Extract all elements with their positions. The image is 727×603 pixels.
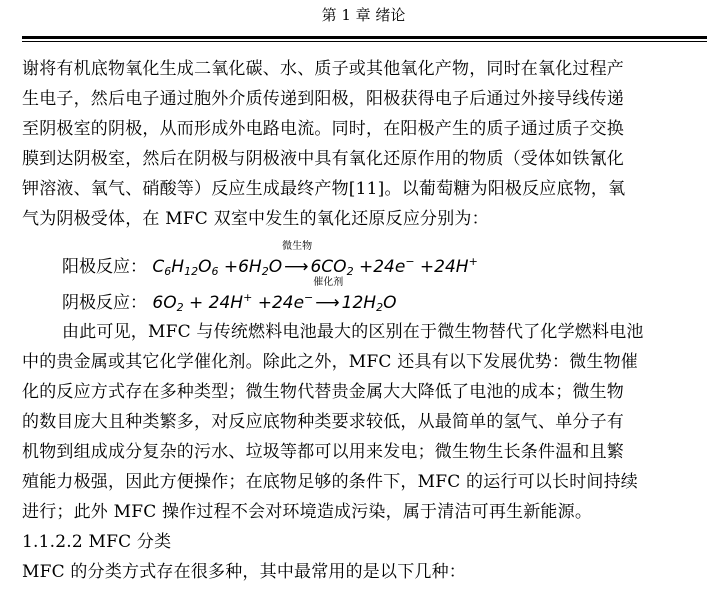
text-line: 中的贵金属或其它化学催化剂。除此之外，MFC 还具有以下发展优势：微生物催 xyxy=(22,352,639,372)
text-line: 化的反应方式存在多种类型；微生物代替贵金属大大降低了电池的成本；微生物 xyxy=(22,382,624,402)
anode-formula: $C_6H_{12}O_6 +6H_2O$ 微生物 ⟶ $6CO_2 +24e^- +24H^+$ xyxy=(152,257,477,277)
text-line: 机物到组成成分复杂的污水、垃圾等都可以用来发电；微生物生长条件温和且繁 xyxy=(22,442,624,462)
text-line: 由此可见，MFC 与传统燃料电池最大的区别在于微生物替代了化学燃料电池 xyxy=(62,322,644,342)
text-line: 殖能力极强，因此方便操作；在底物足够的条件下，MFC 的运行可以长时间持续 xyxy=(22,472,639,492)
chapter-title: 第 1 章 绪论 xyxy=(321,6,406,24)
reaction-arrow: 微生物 ⟶ xyxy=(282,241,313,277)
text-line: 至阴极室的阴极，从而形成外电路电流。同时，在阳极产生的质子通过质子交换 xyxy=(22,119,624,139)
header-rule-thin xyxy=(22,41,707,42)
section-heading: 1.1.2.2 MFC 分类 xyxy=(22,532,172,552)
anode-equation xyxy=(62,241,478,278)
text-line: 气为阴极受体，在 MFC 双室中发生的氧化还原反应分别为： xyxy=(22,209,489,229)
arrow-label-microbe: 微生物 xyxy=(282,241,313,252)
text-line: 进行；此外 MFC 操作过程不会对环境造成污染，属于清洁可再生新能源。 xyxy=(22,502,593,522)
reaction-arrow: 催化剂 ⟶ xyxy=(313,277,344,313)
arrow-label-catalyst: 催化剂 xyxy=(313,277,344,288)
text-line: 钾溶液、氧气、硝酸等）反应生成最终产物[11]。以葡萄糖为阳极反应底物，氧 xyxy=(22,179,626,199)
text-line: 膜到达阴极室，然后在阴极与阴极液中具有氧化还原作用的物质（受体如铁氰化 xyxy=(22,149,624,169)
cathode-label: 阴极反应： xyxy=(62,293,147,313)
header-rule-thick xyxy=(22,36,707,39)
text-line: 的数目庞大且种类繁多，对反应底物种类要求较低，从最简单的氢气、单分子有 xyxy=(22,412,624,432)
page-header xyxy=(0,0,727,34)
cathode-formula: $6O_2 + 24H^+ +24e^-$ 催化剂 ⟶ $12H_2O$ xyxy=(152,293,396,313)
cathode-equation xyxy=(62,277,397,314)
anode-label: 阳极反应： xyxy=(62,257,147,277)
text-line: MFC 的分类方式存在很多种，其中最常用的是以下几种： xyxy=(22,562,467,582)
text-line: 生电子，然后电子通过胞外介质传递到阳极，阳极获得电子后通过外接导线传递 xyxy=(22,89,624,109)
text-line: 谢将有机底物氧化生成二氧化碳、水、质子或其他氧化产物，同时在氧化过程产 xyxy=(22,59,624,79)
